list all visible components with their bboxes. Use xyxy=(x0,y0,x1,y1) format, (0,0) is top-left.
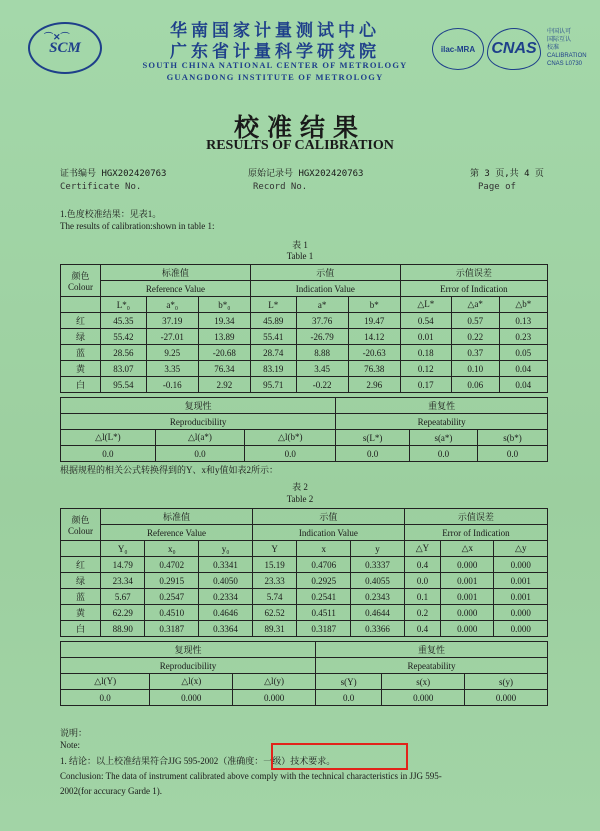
subheader-cell: b*₀ xyxy=(198,297,250,313)
table-cell: 0.4 xyxy=(404,621,440,637)
colour-cell: 红 xyxy=(61,313,101,329)
scm-logo-text: SCM xyxy=(49,39,81,56)
reproducibility-header-cn: 复现性 xyxy=(61,642,316,658)
colour-cell: 红 xyxy=(61,557,101,573)
table-cell: 95.71 xyxy=(250,377,296,393)
page-number: 第 3 页,共 4 页 Page of xyxy=(470,169,544,192)
table-cell: 0.0 xyxy=(404,573,440,589)
reproducibility-header-en: Reproducibility xyxy=(61,414,336,430)
org-name-cn-1: 华南国家计量测试中心 xyxy=(170,21,380,41)
subheader-cell: s(a*) xyxy=(409,430,477,446)
table-cell: 0.3187 xyxy=(145,621,199,637)
subheader-cell: △l(x) xyxy=(150,674,233,690)
table-cell: 0.3337 xyxy=(351,557,405,573)
table2-repro-repeat xyxy=(60,641,548,706)
subheader-cell: L*₀ xyxy=(101,297,147,313)
repeatability-header-en: Repeatability xyxy=(316,658,548,674)
table-header-row xyxy=(61,414,548,430)
cnas-logo-icon: CNAS xyxy=(487,28,541,70)
conclusion-cn: 1. 结论：以上校准结果符合JJG 595-2002（准确度：一级）技术要求。 xyxy=(60,756,336,766)
table1-repro-repeat xyxy=(60,397,548,462)
colour-cell: 蓝 xyxy=(61,589,101,605)
note-label-cn: 说明： xyxy=(60,728,88,738)
subheader-cell: L* xyxy=(250,297,296,313)
subheader-cell: s(y) xyxy=(465,674,548,690)
table-header-row xyxy=(61,658,548,674)
table-cell: 0.4 xyxy=(404,557,440,573)
org-name-en-2: GUANGDONG INSTITUTE OF METROLOGY xyxy=(166,72,384,82)
table-cell: 0.4055 xyxy=(351,573,405,589)
subheader-cell: a* xyxy=(296,297,348,313)
table-row xyxy=(61,621,548,637)
table-cell: 62.29 xyxy=(101,605,145,621)
colour-header: 颜色 Colour xyxy=(61,509,101,541)
table-cell: 0.2925 xyxy=(297,573,351,589)
subheader-cell: s(Y) xyxy=(316,674,382,690)
colour-cell: 绿 xyxy=(61,329,101,345)
table-cell: 0.000 xyxy=(441,605,494,621)
table-cell: 83.07 xyxy=(101,361,147,377)
subheader-cell: s(b*) xyxy=(478,430,548,446)
subheader-cell: y₀ xyxy=(199,541,253,557)
subheader-cell: x xyxy=(297,541,351,557)
table-cell: 0.4644 xyxy=(351,605,405,621)
indication-header-en: Indication Value xyxy=(252,525,404,541)
colour-cell: 黄 xyxy=(61,605,101,621)
table-cell: 0.4702 xyxy=(145,557,199,573)
table-header-row xyxy=(61,525,548,541)
table-cell: 0.000 xyxy=(494,605,548,621)
table-cell: 0.000 xyxy=(150,690,233,706)
table-cell: 0.04 xyxy=(499,361,547,377)
record-number: 原始记录号 HGX202420763 Record No. xyxy=(248,169,364,192)
subheader-cell: △x xyxy=(441,541,494,557)
table-cell: 19.34 xyxy=(198,313,250,329)
table-cell: -0.22 xyxy=(296,377,348,393)
table-cell: 28.56 xyxy=(101,345,147,361)
table-row xyxy=(61,329,548,345)
table-cell: 0.001 xyxy=(441,589,494,605)
subheader-cell: △y xyxy=(494,541,548,557)
table-cell: 0.0 xyxy=(316,690,382,706)
table-row xyxy=(61,605,548,621)
table-cell: 45.35 xyxy=(101,313,147,329)
table-cell: 14.12 xyxy=(348,329,400,345)
table-cell: 0.000 xyxy=(382,690,465,706)
table-subheader-row xyxy=(61,541,548,557)
table-cell: 28.74 xyxy=(250,345,296,361)
table-row xyxy=(61,557,548,573)
table-cell: 0.3341 xyxy=(199,557,253,573)
table1-caption-cn: 表 1 xyxy=(292,240,308,250)
table-cell: 0.10 xyxy=(451,361,499,377)
table-cell: 0.4510 xyxy=(145,605,199,621)
page-title-en: RESULTS OF CALIBRATION xyxy=(206,138,394,153)
table-cell: 23.34 xyxy=(101,573,145,589)
table-cell: 0.0 xyxy=(478,446,548,462)
table-cell: 0.001 xyxy=(441,573,494,589)
subheader-cell: y xyxy=(351,541,405,557)
reproducibility-header-cn: 复现性 xyxy=(61,398,336,414)
table-cell: -20.68 xyxy=(198,345,250,361)
cnas-accreditation-info: 中国认可 国际互认 校准 CALIBRATION CNAS L0730 xyxy=(547,29,587,67)
table-cell: 0.0 xyxy=(245,446,336,462)
conversion-note: 根据规程的相关公式转换得到的Y、x和y值如表2所示： xyxy=(60,465,279,475)
error-header-en: Error of Indication xyxy=(400,281,547,297)
table2-caption-en: Table 2 xyxy=(286,494,314,504)
colour-header: 颜色 Colour xyxy=(61,265,101,297)
indication-header-cn: 示值 xyxy=(252,509,404,525)
table-cell: 0.000 xyxy=(441,557,494,573)
table-cell: -27.01 xyxy=(146,329,198,345)
subheader-cell: △L* xyxy=(400,297,451,313)
subheader-cell: △l(Y) xyxy=(61,674,150,690)
table-cell: 13.89 xyxy=(198,329,250,345)
subheader-cell: a*₀ xyxy=(146,297,198,313)
table-cell: 0.2541 xyxy=(297,589,351,605)
table-cell: 0.000 xyxy=(494,557,548,573)
table-cell: 0.000 xyxy=(233,690,316,706)
table-cell: -0.16 xyxy=(146,377,198,393)
org-name-en-1: SOUTH CHINA NATIONAL CENTER OF METROLOGY xyxy=(142,60,408,70)
table-header-row xyxy=(61,265,548,281)
table-cell: 95.54 xyxy=(101,377,147,393)
subheader-cell: △l(a*) xyxy=(155,430,244,446)
table-cell: 0.22 xyxy=(451,329,499,345)
error-header-cn: 示值误差 xyxy=(400,265,547,281)
table-cell: 55.41 xyxy=(250,329,296,345)
repeatability-header-cn: 重复性 xyxy=(316,642,548,658)
table-cell: 0.000 xyxy=(465,690,548,706)
error-header-cn: 示值误差 xyxy=(404,509,547,525)
colour-cell: 白 xyxy=(61,621,101,637)
table-header-row xyxy=(61,509,548,525)
table-cell: 0.2334 xyxy=(199,589,253,605)
reproducibility-header-en: Reproducibility xyxy=(61,658,316,674)
table-cell: 0.3187 xyxy=(297,621,351,637)
page-title-cn: 校准结果 xyxy=(233,113,366,142)
subheader-cell: s(x) xyxy=(382,674,465,690)
table-row xyxy=(61,345,548,361)
table-cell: 0.37 xyxy=(451,345,499,361)
subheader-cell: Y xyxy=(252,541,296,557)
table-cell: 2.92 xyxy=(198,377,250,393)
table-cell: 76.38 xyxy=(348,361,400,377)
table-cell: 0.57 xyxy=(451,313,499,329)
reference-header-en: Reference Value xyxy=(101,281,251,297)
table-cell: -26.79 xyxy=(296,329,348,345)
table-cell: 0.000 xyxy=(494,621,548,637)
table-cell: 0.04 xyxy=(499,377,547,393)
table-cell: 0.4050 xyxy=(199,573,253,589)
table-cell: 19.47 xyxy=(348,313,400,329)
table-cell: 0.06 xyxy=(451,377,499,393)
table-cell: 0.18 xyxy=(400,345,451,361)
table-header-row xyxy=(61,398,548,414)
indication-header-en: Indication Value xyxy=(250,281,400,297)
reference-header-en: Reference Value xyxy=(101,525,253,541)
table2-caption-cn: 表 2 xyxy=(292,482,308,492)
table-cell: 8.88 xyxy=(296,345,348,361)
ilac-mra-logo-icon: ilac-MRA xyxy=(432,28,484,70)
table-cell: 0.0 xyxy=(336,446,410,462)
table-subheader-row xyxy=(61,297,548,313)
subheader-cell: △l(b*) xyxy=(245,430,336,446)
table-cell: 76.34 xyxy=(198,361,250,377)
reference-header-cn: 标准值 xyxy=(101,265,251,281)
conclusion-en-2: 2002(for accuracy Garde 1). xyxy=(60,786,162,796)
table-cell: 0.01 xyxy=(400,329,451,345)
table-cell: 0.05 xyxy=(499,345,547,361)
table-cell: 0.12 xyxy=(400,361,451,377)
table-cell: 23.33 xyxy=(252,573,296,589)
table-cell: 0.001 xyxy=(494,573,548,589)
table-cell: 83.19 xyxy=(250,361,296,377)
subheader-cell: b* xyxy=(348,297,400,313)
table-cell: 3.35 xyxy=(146,361,198,377)
table-cell: 37.19 xyxy=(146,313,198,329)
table-cell: 15.19 xyxy=(252,557,296,573)
table-cell: 0.2915 xyxy=(145,573,199,589)
table-cell: 5.67 xyxy=(101,589,145,605)
table-cell: 0.13 xyxy=(499,313,547,329)
table-cell: 0.2547 xyxy=(145,589,199,605)
table-cell: 88.90 xyxy=(101,621,145,637)
colour-cell: 绿 xyxy=(61,573,101,589)
table-cell: 0.4646 xyxy=(199,605,253,621)
table-subheader-row xyxy=(61,674,548,690)
table-row xyxy=(61,377,548,393)
note-label-en: Note: xyxy=(60,740,80,750)
table-row xyxy=(61,446,548,462)
table-cell: 0.54 xyxy=(400,313,451,329)
table-header-row xyxy=(61,281,548,297)
table-row xyxy=(61,361,548,377)
table-row xyxy=(61,589,548,605)
intro-cn: 1.色度校准结果：见表1。 xyxy=(60,209,162,219)
reference-header-cn: 标准值 xyxy=(101,509,253,525)
table-cell: 0.17 xyxy=(400,377,451,393)
subheader-cell: △b* xyxy=(499,297,547,313)
table-cell: 37.76 xyxy=(296,313,348,329)
subheader-cell: △Y xyxy=(404,541,440,557)
table1-caption-en: Table 1 xyxy=(286,251,314,261)
table-cell: 0.001 xyxy=(494,589,548,605)
colour-cell: 黄 xyxy=(61,361,101,377)
table-cell: 5.74 xyxy=(252,589,296,605)
table-cell: 0.0 xyxy=(409,446,477,462)
table-cell: 0.4511 xyxy=(297,605,351,621)
table-cell: 89.31 xyxy=(252,621,296,637)
subheader-cell: △l(y) xyxy=(233,674,316,690)
table-row xyxy=(61,313,548,329)
table-cell: 0.1 xyxy=(404,589,440,605)
error-header-en: Error of Indication xyxy=(404,525,547,541)
table-cell: 0.23 xyxy=(499,329,547,345)
table-cell: 0.0 xyxy=(61,446,156,462)
subheader-cell: x₀ xyxy=(145,541,199,557)
table-cell: 9.25 xyxy=(146,345,198,361)
table-cell: 0.3366 xyxy=(351,621,405,637)
table-cell: 62.52 xyxy=(252,605,296,621)
colour-cell: 白 xyxy=(61,377,101,393)
repeatability-header-cn: 重复性 xyxy=(336,398,548,414)
table-cell: 0.0 xyxy=(61,690,150,706)
subheader-cell: s(L*) xyxy=(336,430,410,446)
table-cell: 0.2 xyxy=(404,605,440,621)
certificate-number: 证书编号 HGX202420763 Certificate No. xyxy=(60,169,167,192)
table-subheader-row xyxy=(61,430,548,446)
table-cell: 0.4706 xyxy=(297,557,351,573)
table-cell: 45.89 xyxy=(250,313,296,329)
table-cell: 14.79 xyxy=(101,557,145,573)
table-cell: 0.0 xyxy=(155,446,244,462)
table1-results xyxy=(60,264,548,393)
table-row xyxy=(61,690,548,706)
table-cell: -20.63 xyxy=(348,345,400,361)
table2-results xyxy=(60,508,548,637)
table-cell: 3.45 xyxy=(296,361,348,377)
letterhead xyxy=(0,0,600,95)
table-cell: 0.000 xyxy=(441,621,494,637)
conclusion-en-1: Conclusion: The data of instrument calibrated above comply with the technical characteristics in JJG 595- xyxy=(60,771,442,781)
intro-en: The results of calibration:shown in table 1: xyxy=(60,221,215,231)
table-cell: 0.2343 xyxy=(351,589,405,605)
subheader-cell: △l(L*) xyxy=(61,430,156,446)
indication-header-cn: 示值 xyxy=(250,265,400,281)
subheader-cell: Y₀ xyxy=(101,541,145,557)
table-cell: 0.3364 xyxy=(199,621,253,637)
table-cell: 55.42 xyxy=(101,329,147,345)
table-cell: 2.96 xyxy=(348,377,400,393)
table-header-row xyxy=(61,642,548,658)
org-name-cn-2: 广东省计量科学研究院 xyxy=(170,42,380,62)
repeatability-header-en: Repeatability xyxy=(336,414,548,430)
scm-logo-icon: ⌒✕⌒ SCM xyxy=(28,22,102,74)
table-row xyxy=(61,573,548,589)
colour-cell: 蓝 xyxy=(61,345,101,361)
subheader-cell: △a* xyxy=(451,297,499,313)
highlight-box xyxy=(271,743,408,770)
